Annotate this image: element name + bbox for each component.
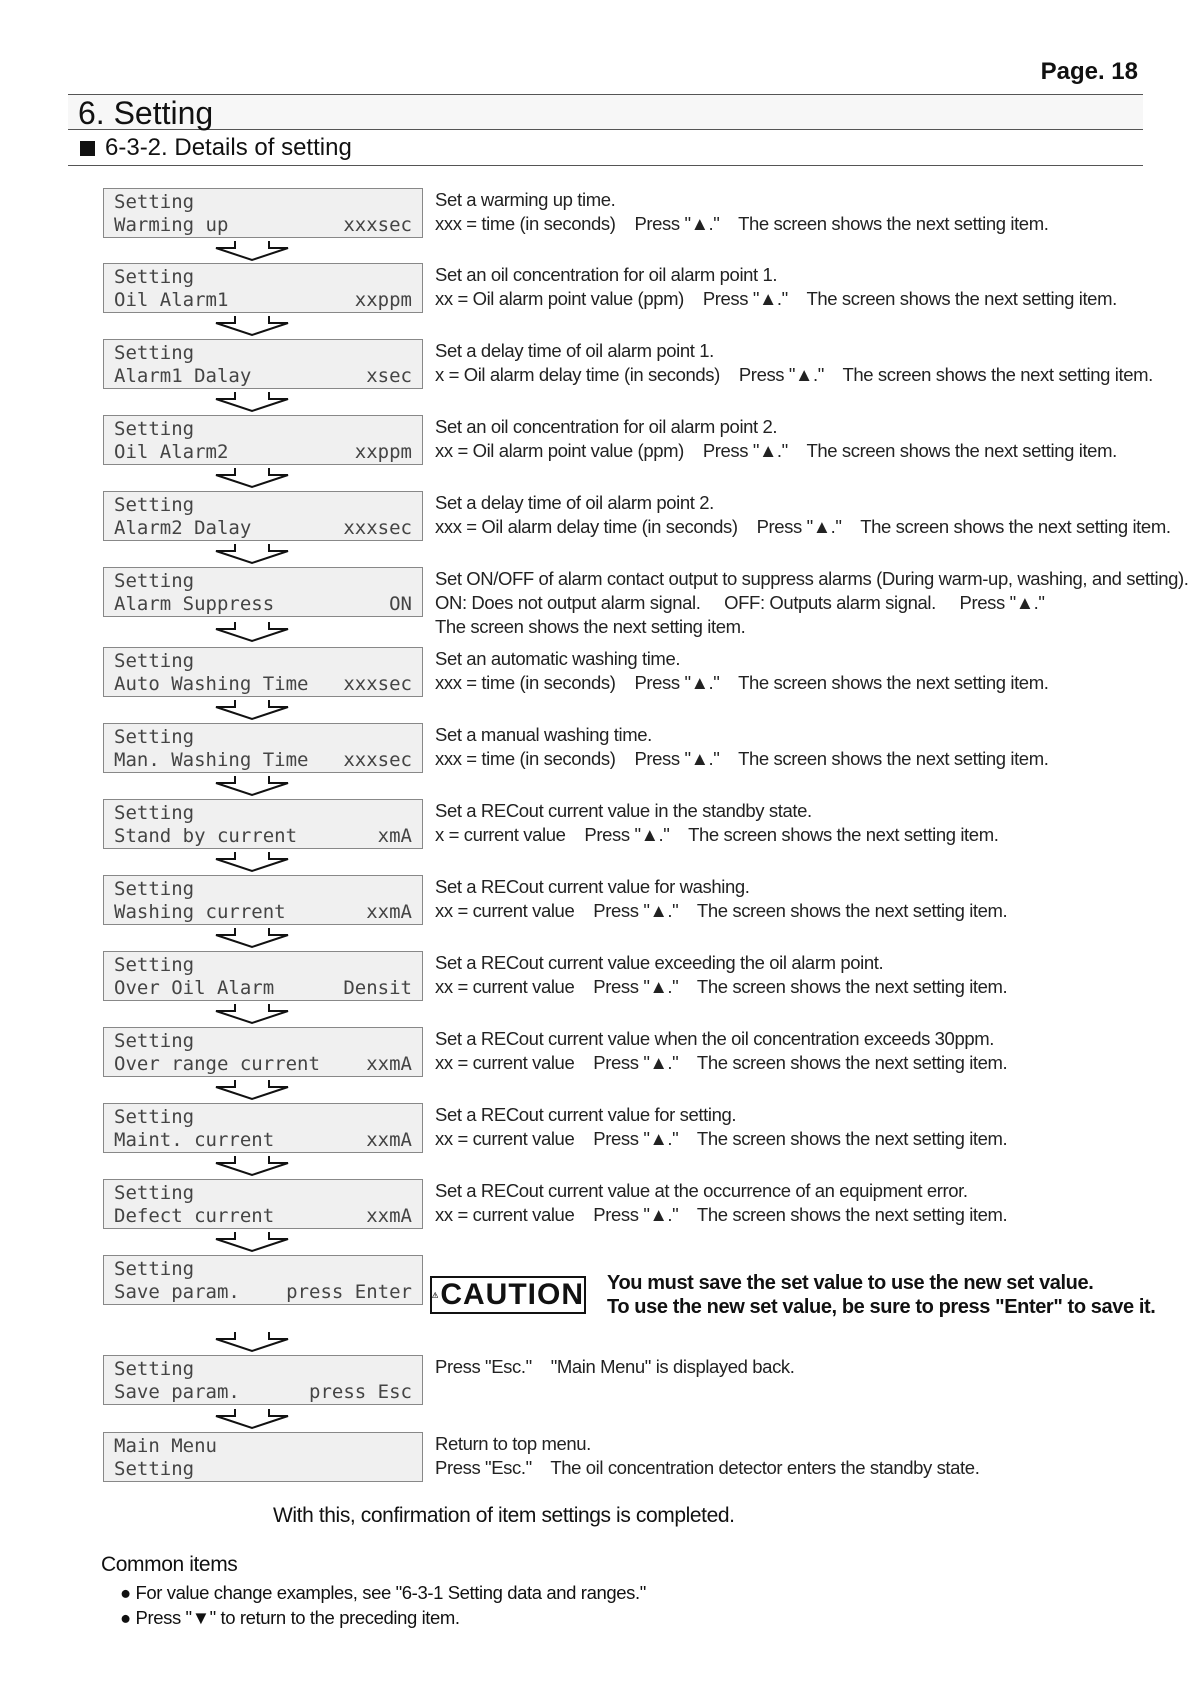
lcd-item-value: xxmA bbox=[366, 1129, 412, 1151]
step-description-line: xx = Oil alarm point value (ppm) Press "▲." The screen shows the next setting item. bbox=[435, 440, 1117, 461]
lcd-line-1: Setting bbox=[114, 650, 195, 672]
down-arrow-icon bbox=[213, 699, 291, 721]
lcd-item-name: Warming up bbox=[114, 214, 229, 236]
step-description-line: Set a warming up time. bbox=[435, 189, 616, 210]
common-item: ● Press "▼" to return to the preceding item. bbox=[120, 1607, 460, 1628]
lcd-line-2 bbox=[114, 977, 412, 1000]
lcd-item-value: xxxsec bbox=[343, 749, 412, 771]
lcd-line-1: Setting bbox=[114, 802, 195, 824]
common-item: ● For value change examples, see "6-3-1 Setting data and ranges." bbox=[120, 1582, 646, 1603]
lcd-screen bbox=[103, 723, 423, 773]
lcd-line-1: Setting bbox=[114, 1258, 195, 1280]
down-arrow-icon bbox=[213, 1231, 291, 1253]
down-arrow-icon bbox=[213, 851, 291, 873]
step-description-line: xx = current value Press "▲." The screen shows the next setting item. bbox=[435, 1052, 1008, 1073]
step-description-line: Set a RECout current value for setting. bbox=[435, 1104, 737, 1125]
down-arrow-icon bbox=[213, 621, 291, 643]
lcd-line-1: Main Menu bbox=[114, 1435, 217, 1457]
lcd-screen bbox=[103, 1103, 423, 1153]
lcd-item-value: xsec bbox=[366, 365, 412, 387]
step-description-line: Set a RECout current value for washing. bbox=[435, 876, 750, 897]
lcd-item-value: xxppm bbox=[354, 289, 412, 311]
lcd-item-value: xxppm bbox=[354, 441, 412, 463]
lcd-screen bbox=[103, 263, 423, 313]
lcd-line-2 bbox=[114, 673, 412, 696]
step-description-line: Set a RECout current value exceeding the oil alarm point. bbox=[435, 952, 884, 973]
step-description-line: Set a RECout current value when the oil concentration exceeds 30ppm. bbox=[435, 1028, 994, 1049]
step-description-line: xx = current value Press "▲." The screen shows the next setting item. bbox=[435, 900, 1008, 921]
lcd-item-value: press Esc bbox=[309, 1381, 412, 1403]
lcd-item-name: Setting bbox=[114, 1458, 195, 1480]
down-arrow-icon bbox=[213, 1079, 291, 1101]
lcd-item-name: Maint. current bbox=[114, 1129, 275, 1151]
step-description-line: xxx = time (in seconds) Press "▲." The screen shows the next setting item. bbox=[435, 748, 1049, 769]
lcd-line-2 bbox=[114, 825, 412, 848]
step-description-line: Press "Esc." "Main Menu" is displayed back. bbox=[435, 1356, 795, 1377]
step-description-line: ON: Does not output alarm signal. OFF: Outputs alarm signal. Press "▲." bbox=[435, 592, 1045, 613]
lcd-screen bbox=[103, 647, 423, 697]
lcd-screen bbox=[103, 567, 423, 617]
lcd-line-1: Setting bbox=[114, 878, 195, 900]
lcd-line-2 bbox=[114, 214, 412, 237]
step-description-line: Set an automatic washing time. bbox=[435, 648, 681, 669]
lcd-screen bbox=[103, 1027, 423, 1077]
lcd-line-2 bbox=[114, 593, 412, 616]
step-description-line: The screen shows the next setting item. bbox=[435, 616, 746, 637]
lcd-item-name: Save param. bbox=[114, 1381, 240, 1403]
step-description-line: xx = current value Press "▲." The screen shows the next setting item. bbox=[435, 1128, 1008, 1149]
lcd-screen bbox=[103, 799, 423, 849]
section-title: 6. Setting bbox=[68, 94, 1143, 130]
lcd-line-2 bbox=[114, 1458, 412, 1481]
step-description-line: Set a delay time of oil alarm point 1. bbox=[435, 340, 714, 361]
lcd-item-value: xmA bbox=[377, 825, 412, 847]
down-arrow-icon bbox=[213, 775, 291, 797]
lcd-item-value: Densit bbox=[343, 977, 412, 999]
lcd-line-1: Setting bbox=[114, 1030, 195, 1052]
down-arrow-icon bbox=[213, 315, 291, 337]
step-description-line: xxx = time (in seconds) Press "▲." The screen shows the next setting item. bbox=[435, 672, 1049, 693]
lcd-screen bbox=[103, 1432, 423, 1482]
lcd-line-1: Setting bbox=[114, 570, 195, 592]
down-arrow-icon bbox=[213, 240, 291, 262]
lcd-item-name: Oil Alarm1 bbox=[114, 289, 229, 311]
lcd-item-name: Alarm Suppress bbox=[114, 593, 275, 615]
lcd-screen bbox=[103, 491, 423, 541]
caution-line-2: To use the new set value, be sure to press "Enter" to save it. bbox=[607, 1296, 1156, 1318]
lcd-item-value: xxmA bbox=[366, 1205, 412, 1227]
lcd-line-1: Setting bbox=[114, 1182, 195, 1204]
lcd-screen bbox=[103, 1179, 423, 1229]
down-arrow-icon bbox=[213, 467, 291, 489]
lcd-item-name: Save param. bbox=[114, 1281, 240, 1303]
lcd-line-2 bbox=[114, 517, 412, 540]
lcd-item-name: Oil Alarm2 bbox=[114, 441, 229, 463]
lcd-line-1: Setting bbox=[114, 342, 195, 364]
lcd-item-value: xxmA bbox=[366, 1053, 412, 1075]
down-arrow-icon bbox=[213, 1155, 291, 1177]
lcd-screen bbox=[103, 415, 423, 465]
lcd-line-2 bbox=[114, 289, 412, 312]
common-items-title: Common items bbox=[101, 1553, 238, 1576]
lcd-line-1: Setting bbox=[114, 418, 195, 440]
step-description-line: Set an oil concentration for oil alarm point 1. bbox=[435, 264, 778, 285]
down-arrow-icon bbox=[213, 927, 291, 949]
step-description-line: Set a manual washing time. bbox=[435, 724, 652, 745]
lcd-item-value: xxmA bbox=[366, 901, 412, 923]
step-description-line: xxx = Oil alarm delay time (in seconds) Press "▲." The screen shows the next setting item. bbox=[435, 516, 1171, 537]
lcd-item-name: Alarm2 Dalay bbox=[114, 517, 252, 539]
lcd-screen bbox=[103, 188, 423, 238]
lcd-item-name: Stand by current bbox=[114, 825, 298, 847]
lcd-line-2 bbox=[114, 901, 412, 924]
lcd-line-1: Setting bbox=[114, 266, 195, 288]
completion-text: With this, confirmation of item settings is completed. bbox=[273, 1504, 735, 1527]
step-description-line: xx = current value Press "▲." The screen shows the next setting item. bbox=[435, 1204, 1008, 1225]
lcd-item-name: Man. Washing Time bbox=[114, 749, 309, 771]
down-arrow-icon bbox=[213, 1331, 291, 1353]
step-description-line: Set a RECout current value at the occurrence of an equipment error. bbox=[435, 1180, 968, 1201]
lcd-screen bbox=[103, 1255, 423, 1305]
down-arrow-icon bbox=[213, 391, 291, 413]
lcd-item-name: Alarm1 Dalay bbox=[114, 365, 252, 387]
lcd-line-2 bbox=[114, 1129, 412, 1152]
subsection-title bbox=[68, 130, 1143, 166]
down-arrow-icon bbox=[213, 1003, 291, 1025]
lcd-item-name: Washing current bbox=[114, 901, 286, 923]
lcd-item-name: Over range current bbox=[114, 1053, 320, 1075]
lcd-line-1: Setting bbox=[114, 1106, 195, 1128]
lcd-item-value: press Enter bbox=[286, 1281, 412, 1303]
lcd-item-value: xxxsec bbox=[343, 673, 412, 695]
step-description-line: Set ON/OFF of alarm contact output to suppress alarms (During warm-up, washing, and setting). bbox=[435, 568, 1189, 589]
lcd-line-1: Setting bbox=[114, 954, 195, 976]
lcd-line-2 bbox=[114, 1281, 412, 1304]
down-arrow-icon bbox=[213, 543, 291, 565]
lcd-screen bbox=[103, 339, 423, 389]
step-description-line: Set a delay time of oil alarm point 2. bbox=[435, 492, 714, 513]
lcd-item-name: Over Oil Alarm bbox=[114, 977, 275, 999]
step-description-line: Set a RECout current value in the standby state. bbox=[435, 800, 812, 821]
lcd-screen bbox=[103, 1355, 423, 1405]
lcd-line-2 bbox=[114, 365, 412, 388]
step-description-line: Set an oil concentration for oil alarm point 2. bbox=[435, 416, 778, 437]
lcd-line-1: Setting bbox=[114, 494, 195, 516]
lcd-item-name: Auto Washing Time bbox=[114, 673, 309, 695]
warning-triangle-icon bbox=[432, 1281, 438, 1309]
page-number: Page. 18 bbox=[1040, 58, 1138, 85]
step-description-line: xxx = time (in seconds) Press "▲." The screen shows the next setting item. bbox=[435, 213, 1049, 234]
lcd-line-2 bbox=[114, 1381, 412, 1404]
lcd-line-1: Setting bbox=[114, 1358, 195, 1380]
square-bullet-icon bbox=[80, 141, 95, 156]
step-description-line: x = Oil alarm delay time (in seconds) Press "▲." The screen shows the next setting item. bbox=[435, 364, 1153, 385]
subsection-title-text: 6-3-2. Details of setting bbox=[105, 134, 352, 161]
step-description-line: xx = current value Press "▲." The screen shows the next setting item. bbox=[435, 976, 1008, 997]
step-description-line: xx = Oil alarm point value (ppm) Press "▲." The screen shows the next setting item. bbox=[435, 288, 1117, 309]
step-description-line: x = current value Press "▲." The screen shows the next setting item. bbox=[435, 824, 999, 845]
lcd-line-1: Setting bbox=[114, 191, 195, 213]
down-arrow-icon bbox=[213, 1408, 291, 1430]
caution-message bbox=[607, 1271, 1155, 1319]
lcd-line-2 bbox=[114, 441, 412, 464]
caution-badge bbox=[430, 1276, 586, 1314]
lcd-line-2 bbox=[114, 1053, 412, 1076]
lcd-item-value: ON bbox=[389, 593, 412, 615]
lcd-item-value: xxxsec bbox=[343, 517, 412, 539]
lcd-item-name: Defect current bbox=[114, 1205, 275, 1227]
caution-line-1: You must save the set value to use the new set value. bbox=[607, 1272, 1094, 1294]
lcd-line-2 bbox=[114, 749, 412, 772]
lcd-item-value: xxxsec bbox=[343, 214, 412, 236]
step-description-line: Press "Esc." The oil concentration detector enters the standby state. bbox=[435, 1457, 980, 1478]
lcd-line-1: Setting bbox=[114, 726, 195, 748]
step-description-line: Return to top menu. bbox=[435, 1433, 591, 1454]
lcd-screen bbox=[103, 875, 423, 925]
lcd-screen bbox=[103, 951, 423, 1001]
lcd-line-2 bbox=[114, 1205, 412, 1228]
caution-label: CAUTION bbox=[440, 1278, 584, 1311]
